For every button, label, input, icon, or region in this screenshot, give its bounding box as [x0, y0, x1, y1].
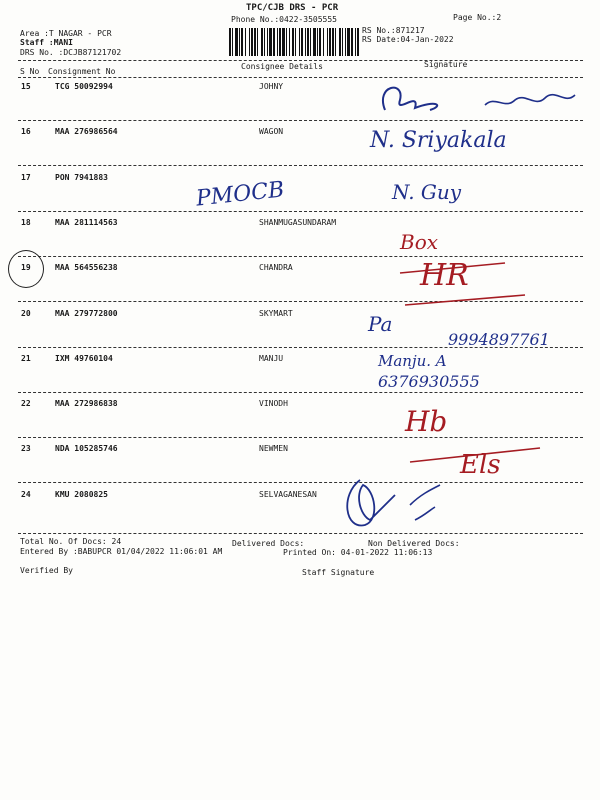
barcode-bar	[273, 28, 275, 56]
col-header-sno: S No	[20, 67, 40, 76]
barcode-bar	[317, 28, 318, 56]
barcode-bar	[282, 28, 285, 56]
row-consignee-name: SHANMUGASUNDARAM	[259, 218, 337, 227]
barcode-graphic	[229, 28, 359, 56]
barcode-bar	[327, 28, 328, 56]
staff-signature-label: Staff Signature	[302, 568, 375, 577]
barcode-bar	[323, 28, 324, 56]
row-consignment-no: MAA 279772800	[55, 309, 118, 318]
row-sno: 16	[21, 127, 31, 136]
barcode-bar	[289, 28, 290, 56]
signature-row-22: Hb	[405, 405, 448, 438]
barcode-bar	[295, 28, 296, 56]
row-divider	[18, 392, 583, 393]
signature-row-20-b: 9994897761	[448, 330, 550, 349]
row-consignee-name: MANJU	[259, 354, 284, 363]
barcode-bar	[229, 28, 231, 56]
signature-row-15	[375, 80, 585, 127]
row-consignee-name: VINODH	[259, 399, 288, 408]
barcode-bar	[347, 28, 350, 56]
row-consignment-no: MAA 276986564	[55, 127, 118, 136]
barcode-bar	[257, 28, 258, 56]
row-consignment-no: MAA 272986838	[55, 399, 118, 408]
row-19-circle-mark	[8, 250, 44, 288]
row-consignment-no: PON 7941883	[55, 173, 108, 182]
col-header-signature: Signature	[424, 60, 468, 69]
barcode-bar	[245, 28, 246, 56]
barcode-bar	[335, 28, 336, 56]
row-divider	[18, 165, 583, 166]
total-docs: Total No. Of Docs: 24	[20, 537, 122, 546]
row-sno: 17	[21, 173, 31, 182]
barcode-bar	[339, 28, 341, 56]
row-consignee-name: SKYMART	[259, 309, 293, 318]
signature-row-19-text: HR	[420, 258, 469, 293]
barcode-bar	[241, 28, 243, 56]
row-sno: 18	[21, 218, 31, 227]
rs-number: RS No.:871217	[362, 26, 425, 35]
staff-label: Staff :MANI	[20, 38, 73, 47]
row-consignment-no: MAA 281114563	[55, 218, 118, 227]
barcode-bar	[249, 28, 250, 56]
verified-by-label: Verified By	[20, 566, 73, 575]
footer-rule	[18, 533, 583, 534]
barcode-bar	[269, 28, 272, 56]
barcode-bar	[299, 28, 300, 56]
barcode-bar	[355, 28, 356, 56]
barcode-bar	[277, 28, 278, 56]
row-sno: 21	[21, 354, 31, 363]
header-rule	[18, 60, 583, 61]
barcode-bar	[351, 28, 353, 56]
barcode-bar	[239, 28, 240, 56]
signature-row-16: N. Sriyakala	[370, 128, 507, 153]
non-delivered-docs: Non Delivered Docs:	[368, 539, 460, 548]
printed-on: Printed On: 04-01-2022 11:06:13	[283, 548, 433, 557]
rs-date: RS Date:04-Jan-2022	[362, 35, 454, 44]
row-sno: 24	[21, 490, 31, 499]
row-sno: 20	[21, 309, 31, 318]
row-consignment-no: KMU 2080825	[55, 490, 108, 499]
drs-number: DRS No. :DCJB87121702	[20, 48, 122, 57]
barcode-bar	[319, 28, 321, 56]
row-divider	[18, 437, 583, 438]
signature-row-21-a: Manju. A	[378, 352, 447, 370]
row-sno: 15	[21, 82, 31, 91]
barcode-bar	[232, 28, 233, 56]
entered-by: Entered By :BABUPCR 01/04/2022 11:06:01 AM	[20, 547, 223, 556]
col-header-consignee: Consignee Details	[241, 62, 323, 71]
row-consignment-no: MAA 564556238	[55, 263, 118, 272]
barcode-bar	[313, 28, 316, 56]
signature-row-23: Els	[460, 450, 501, 480]
row-consignee-name: JOHNY	[259, 82, 284, 91]
row-sno: 19	[21, 263, 31, 272]
barcode-bar	[286, 28, 287, 56]
phone-number: Phone No.:0422-3505555	[231, 15, 337, 24]
row-divider	[18, 211, 583, 212]
row-consignee-name: SELVAGANESAN	[259, 490, 317, 499]
barcode-bar	[357, 28, 359, 56]
page-number: Page No.:2	[453, 13, 502, 22]
barcode-bar	[292, 28, 294, 56]
area-label: Area :T NAGAR - PCR	[20, 29, 112, 38]
signature-row-20-a: Pa	[368, 312, 393, 336]
column-header-rule	[18, 77, 583, 78]
barcode-bar	[301, 28, 303, 56]
signature-row-17-a: PMOCB	[194, 177, 286, 212]
barcode-bar	[264, 28, 265, 56]
barcode-bar	[235, 28, 238, 56]
signature-row-21-b: 6376930555	[378, 372, 480, 391]
barcode-bar	[310, 28, 311, 56]
barcode-bar	[251, 28, 253, 56]
barcode-bar	[279, 28, 281, 56]
barcode-bar	[329, 28, 331, 56]
barcode-bar	[345, 28, 346, 56]
row-sno: 22	[21, 399, 31, 408]
barcode-bar	[332, 28, 334, 56]
barcode-bar	[267, 28, 268, 56]
barcode	[229, 28, 359, 56]
signature-row-19	[395, 255, 545, 312]
barcode-bar	[305, 28, 306, 56]
row-consignee-name: CHANDRA	[259, 263, 293, 272]
signature-row-17-b: N. Guy	[392, 180, 462, 204]
signature-row-24	[335, 475, 455, 537]
barcode-bar	[261, 28, 263, 56]
row-consignee-name: NEWMEN	[259, 444, 288, 453]
barcode-bar	[342, 28, 343, 56]
document-title: TPC/CJB DRS - PCR	[246, 3, 339, 13]
row-consignee-name: WAGON	[259, 127, 284, 136]
row-consignment-no: IXM 49760104	[55, 354, 113, 363]
barcode-bar	[307, 28, 309, 56]
signature-row-18: Box	[400, 230, 439, 254]
delivered-docs: Delivered Docs:	[232, 539, 305, 548]
barcode-bar	[254, 28, 256, 56]
col-header-consignment: Consignment No	[48, 67, 116, 76]
row-sno: 23	[21, 444, 31, 453]
row-consignment-no: NDA 105285746	[55, 444, 118, 453]
row-consignment-no: TCG 50092994	[55, 82, 113, 91]
